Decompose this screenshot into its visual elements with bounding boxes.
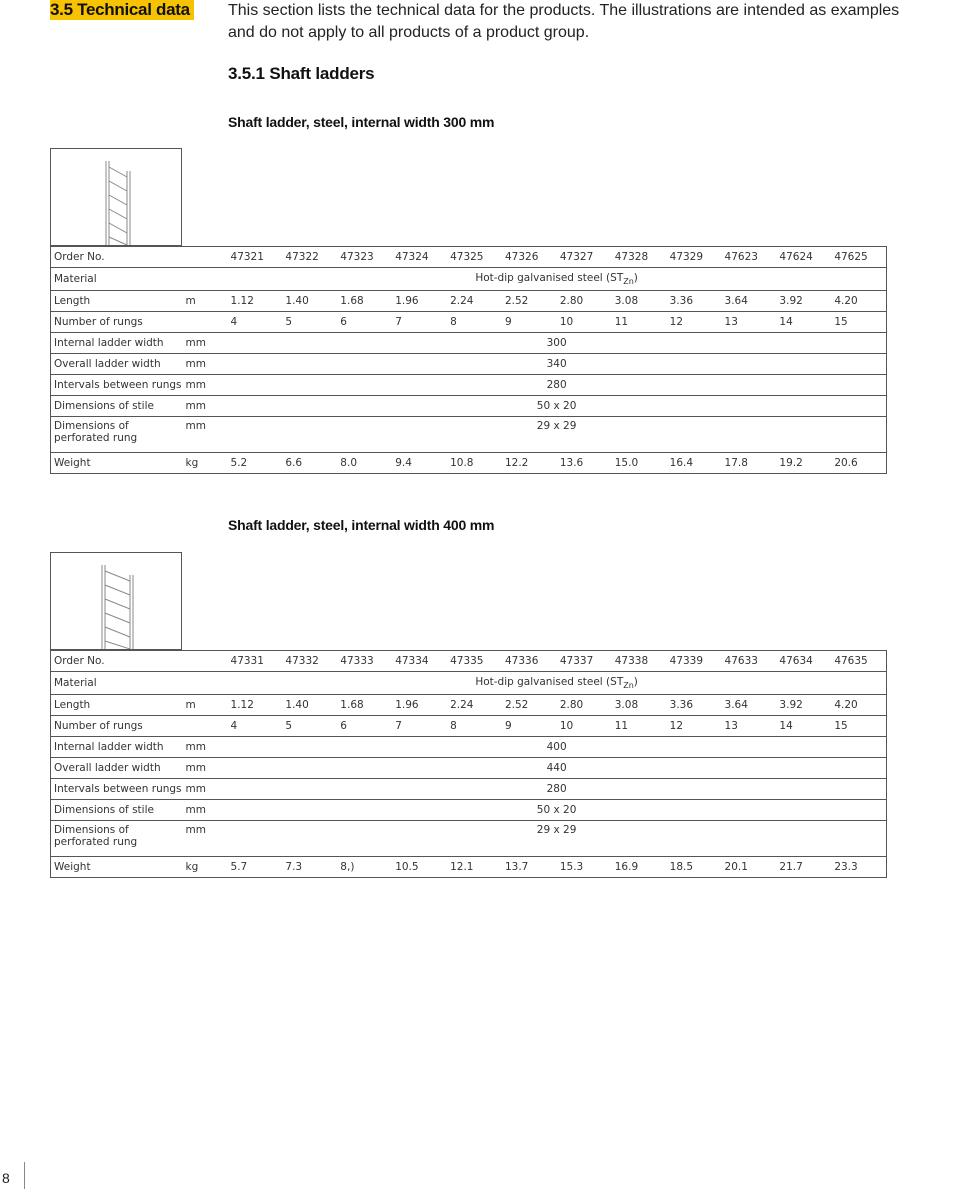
rung-dim-value: 29 x 29 — [228, 821, 887, 857]
order-number: 47328 — [612, 247, 667, 268]
overall-width-unit: mm — [183, 354, 228, 375]
order-number: 47332 — [282, 651, 337, 672]
rungs-value: 15 — [831, 716, 886, 737]
intervals-unit: mm — [183, 779, 228, 800]
stile-value: 50 x 20 — [228, 396, 887, 417]
section-title: 3.5 Technical data — [50, 0, 194, 20]
weight-value: 15.0 — [612, 453, 667, 474]
rungs-value: 14 — [776, 312, 831, 333]
internal-width-unit: mm — [183, 333, 228, 354]
length-value: 1.96 — [392, 695, 447, 716]
stile-unit: mm — [183, 800, 228, 821]
ladder-image — [51, 553, 181, 649]
order-number: 47333 — [337, 651, 392, 672]
order-number: 47329 — [667, 247, 722, 268]
length-value: 2.24 — [447, 291, 502, 312]
intervals-label: Intervals between rungs — [51, 375, 183, 396]
rungs-value: 13 — [722, 716, 777, 737]
rungs-value: 8 — [447, 716, 502, 737]
order-number: 47334 — [392, 651, 447, 672]
stile-value: 50 x 20 — [228, 800, 887, 821]
material-row — [51, 672, 887, 695]
intervals-row — [51, 779, 887, 800]
order-number: 47323 — [337, 247, 392, 268]
length-unit: m — [183, 291, 228, 312]
rungs-value: 5 — [282, 312, 337, 333]
weight-label: Weight — [51, 453, 183, 474]
length-row — [51, 695, 887, 716]
length-value: 1.40 — [282, 695, 337, 716]
rungs-value: 14 — [776, 716, 831, 737]
internal-width-value: 300 — [228, 333, 887, 354]
rung-dim-unit: mm — [183, 417, 228, 453]
intervals-label: Intervals between rungs — [51, 779, 183, 800]
order-number: 47324 — [392, 247, 447, 268]
subsection-title: 3.5.1 Shaft ladders — [228, 64, 375, 83]
table-title: Shaft ladder, steel, internal width 300 mm — [228, 114, 495, 130]
length-value: 2.80 — [557, 291, 612, 312]
internal-width-unit: mm — [183, 737, 228, 758]
weight-value: 21.7 — [776, 857, 831, 878]
length-value: 3.08 — [612, 695, 667, 716]
page-number-divider — [24, 1162, 25, 1189]
weight-value: 5.2 — [228, 453, 283, 474]
order-number: 47634 — [776, 651, 831, 672]
length-value: 2.24 — [447, 695, 502, 716]
order-number: 47335 — [447, 651, 502, 672]
rungs-value: 10 — [557, 312, 612, 333]
length-value: 4.20 — [831, 291, 886, 312]
weight-value: 12.2 — [502, 453, 557, 474]
overall-width-value: 440 — [228, 758, 887, 779]
intervals-value: 280 — [228, 779, 887, 800]
rungs-value: 4 — [228, 716, 283, 737]
stile-unit: mm — [183, 396, 228, 417]
rungs-value: 10 — [557, 716, 612, 737]
weight-value: 15.3 — [557, 857, 612, 878]
weight-value: 16.9 — [612, 857, 667, 878]
order-number: 47625 — [831, 247, 886, 268]
length-label: Length — [51, 291, 183, 312]
order-number: 47624 — [776, 247, 831, 268]
overall-width-unit: mm — [183, 758, 228, 779]
stile-label: Dimensions of stile — [51, 396, 183, 417]
weight-unit: kg — [183, 453, 228, 474]
rungs-value: 4 — [228, 312, 283, 333]
order-number: 47623 — [722, 247, 777, 268]
weight-value: 5.7 — [228, 857, 283, 878]
rungs-value: 11 — [612, 716, 667, 737]
order-number: 47327 — [557, 247, 612, 268]
rung-dim-value: 29 x 29 — [228, 417, 887, 453]
rungs-row — [51, 716, 887, 737]
length-value: 1.40 — [282, 291, 337, 312]
intervals-row — [51, 375, 887, 396]
order-number: 47633 — [722, 651, 777, 672]
length-unit: m — [183, 695, 228, 716]
weight-unit: kg — [183, 857, 228, 878]
order-number: 47337 — [557, 651, 612, 672]
rungs-value: 6 — [337, 716, 392, 737]
order-number: 47336 — [502, 651, 557, 672]
rungs-row — [51, 312, 887, 333]
rungs-value: 6 — [337, 312, 392, 333]
spec-table-300 — [50, 246, 887, 474]
material-value: Hot-dip galvanised steel $(ST_{Zn})$ — [228, 672, 887, 695]
length-value: 1.12 — [228, 291, 283, 312]
rungs-value: 12 — [667, 312, 722, 333]
material-label: Material — [51, 268, 228, 291]
rung-dim-unit: mm — [183, 821, 228, 857]
length-value: 2.52 — [502, 291, 557, 312]
order-label: Order No. — [51, 651, 228, 672]
ladder-illustration — [50, 148, 182, 246]
rungs-value: 13 — [722, 312, 777, 333]
overall-width-label: Overall ladder width — [51, 758, 183, 779]
weight-value: 9.4 — [392, 453, 447, 474]
intervals-value: 280 — [228, 375, 887, 396]
rung-dim-row — [51, 417, 887, 453]
weight-value: 16.4 — [667, 453, 722, 474]
length-value: 3.36 — [667, 291, 722, 312]
order-number: 47326 — [502, 247, 557, 268]
rung-dim-label: Dimensions of perforated rung — [51, 821, 183, 857]
overall-width-row — [51, 354, 887, 375]
length-value: 1.12 — [228, 695, 283, 716]
length-value: 3.92 — [776, 291, 831, 312]
order-number: 47331 — [228, 651, 283, 672]
stile-label: Dimensions of stile — [51, 800, 183, 821]
rungs-value: 7 — [392, 312, 447, 333]
weight-value: 6.6 — [282, 453, 337, 474]
length-value: 2.80 — [557, 695, 612, 716]
order-number: 47339 — [667, 651, 722, 672]
order-number: 47635 — [831, 651, 886, 672]
weight-value: 19.2 — [776, 453, 831, 474]
material-value: Hot-dip galvanised steel $(ST_{Zn})$ — [228, 268, 887, 291]
overall-width-value: 340 — [228, 354, 887, 375]
length-value: 3.36 — [667, 695, 722, 716]
internal-width-label: Internal ladder width — [51, 333, 183, 354]
rungs-label: Number of rungs — [51, 716, 228, 737]
material-row — [51, 268, 887, 291]
internal-width-row — [51, 333, 887, 354]
internal-width-row — [51, 737, 887, 758]
weight-value: 10.8 — [447, 453, 502, 474]
length-value: 2.52 — [502, 695, 557, 716]
weight-value: 8,) — [337, 857, 392, 878]
length-value: 1.68 — [337, 695, 392, 716]
length-value: 3.64 — [722, 695, 777, 716]
rungs-value: 11 — [612, 312, 667, 333]
weight-value: 18.5 — [667, 857, 722, 878]
table-title: Shaft ladder, steel, internal width 400 mm — [228, 517, 495, 533]
rungs-value: 15 — [831, 312, 886, 333]
rung-dim-label: Dimensions of perforated rung — [51, 417, 183, 453]
weight-row — [51, 453, 887, 474]
weight-value: 12.1 — [447, 857, 502, 878]
ladder-illustration — [50, 552, 182, 650]
rungs-value: 9 — [502, 312, 557, 333]
order-number: 47325 — [447, 247, 502, 268]
rungs-value: 8 — [447, 312, 502, 333]
length-value: 1.68 — [337, 291, 392, 312]
order-label: Order No. — [51, 247, 228, 268]
stile-row — [51, 800, 887, 821]
rung-dim-row — [51, 821, 887, 857]
order-row — [51, 651, 887, 672]
rungs-value: 9 — [502, 716, 557, 737]
weight-value: 20.6 — [831, 453, 886, 474]
material-label: Material — [51, 672, 228, 695]
order-number: 47338 — [612, 651, 667, 672]
weight-value: 13.6 — [557, 453, 612, 474]
page-number: 8 — [2, 1170, 10, 1186]
weight-value: 10.5 — [392, 857, 447, 878]
length-value: 3.08 — [612, 291, 667, 312]
rungs-label: Number of rungs — [51, 312, 228, 333]
ladder-image — [51, 149, 181, 245]
overall-width-label: Overall ladder width — [51, 354, 183, 375]
weight-value: 23.3 — [831, 857, 886, 878]
internal-width-label: Internal ladder width — [51, 737, 183, 758]
order-row — [51, 247, 887, 268]
length-value: 3.92 — [776, 695, 831, 716]
intervals-unit: mm — [183, 375, 228, 396]
weight-value: 8.0 — [337, 453, 392, 474]
rungs-value: 12 — [667, 716, 722, 737]
weight-value: 13.7 — [502, 857, 557, 878]
rungs-value: 7 — [392, 716, 447, 737]
spec-table-400 — [50, 650, 887, 878]
weight-value: 7.3 — [282, 857, 337, 878]
length-label: Length — [51, 695, 183, 716]
length-value: 3.64 — [722, 291, 777, 312]
weight-label: Weight — [51, 857, 183, 878]
length-row — [51, 291, 887, 312]
weight-value: 17.8 — [722, 453, 777, 474]
stile-row — [51, 396, 887, 417]
order-number: 47322 — [282, 247, 337, 268]
weight-value: 20.1 — [722, 857, 777, 878]
length-value: 4.20 — [831, 695, 886, 716]
internal-width-value: 400 — [228, 737, 887, 758]
weight-row — [51, 857, 887, 878]
intro-text: This section lists the technical data for the products. The illustrations are intended as examples and do not apply to all products of a product group. — [228, 2, 900, 41]
length-value: 1.96 — [392, 291, 447, 312]
rungs-value: 5 — [282, 716, 337, 737]
overall-width-row — [51, 758, 887, 779]
order-number: 47321 — [228, 247, 283, 268]
